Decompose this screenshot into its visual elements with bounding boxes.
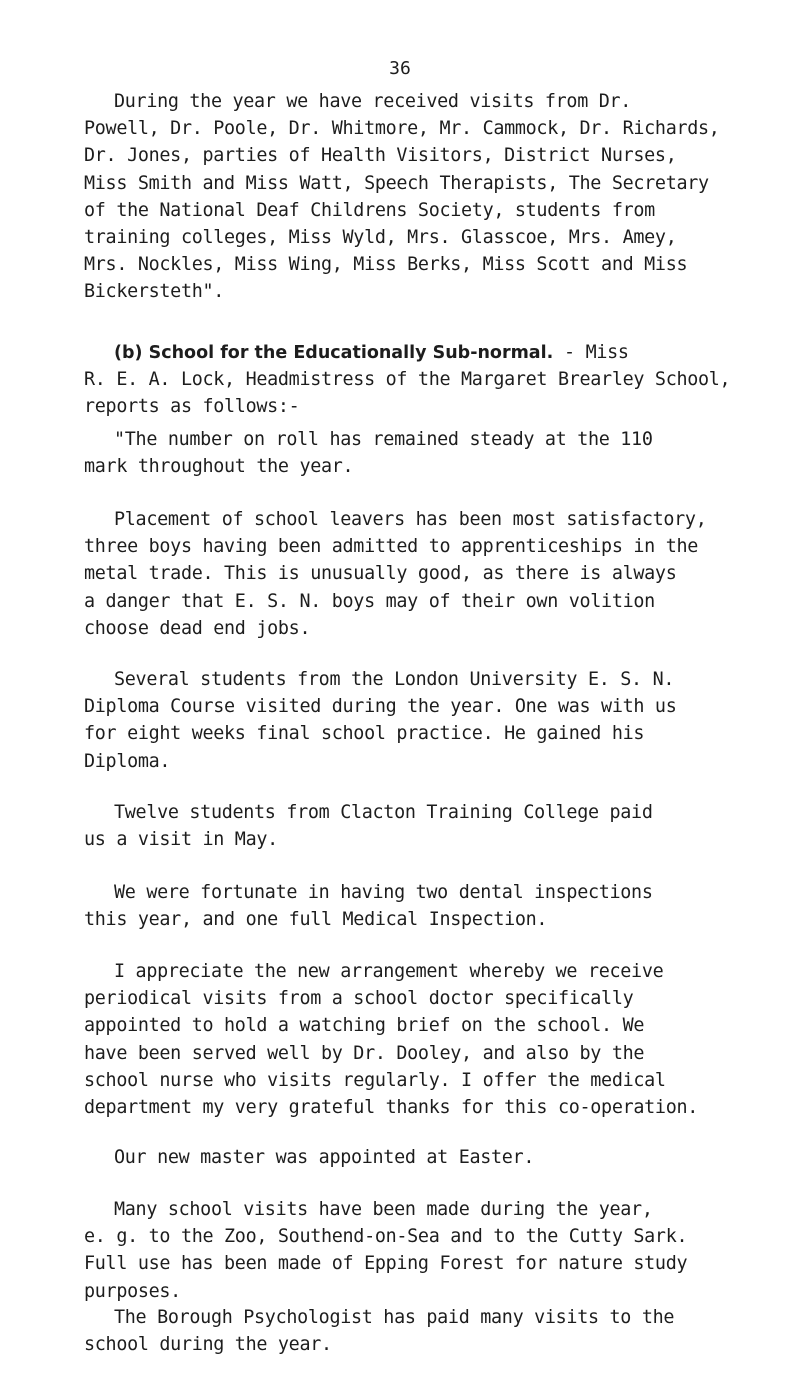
text-line: training colleges, Miss Wyld, Mrs. Glasscoe, Mrs. Amey,	[84, 226, 677, 248]
text-line: mark throughout the year.	[84, 456, 354, 478]
text-line: this year, and one full Medical Inspection.	[84, 909, 548, 931]
paragraph-clacton	[84, 799, 764, 853]
section-heading-line	[84, 339, 764, 366]
paragraph-section-b	[84, 339, 764, 421]
page-number: 36	[389, 58, 411, 79]
paragraph-psychologist	[84, 1304, 764, 1358]
text-line: We were fortunate in having two dental inspections	[114, 882, 653, 903]
text-line: R. E. A. Lock, Headmistress of the Margaret Brearley School,	[84, 369, 731, 391]
text-line: for eight weeks final school practice. He gained his	[84, 723, 645, 745]
paragraph-new-master	[84, 1144, 764, 1171]
text-line: school during the year.	[84, 1334, 332, 1356]
text-line: Bickersteth".	[84, 281, 225, 303]
section-heading: (b) School for the Educationally Sub-normal.	[114, 343, 554, 363]
text-line: choose dead end jobs.	[84, 617, 311, 639]
text-run: - Miss	[553, 342, 629, 363]
text-line: Diploma Course visited during the year. One was with us	[84, 696, 677, 718]
text-line: us a visit in May.	[84, 829, 278, 851]
paragraph-placement	[84, 506, 764, 642]
text-line: Full use has been made of Epping Forest for nature study	[84, 1253, 688, 1275]
text-line: periodical visits from a school doctor specifically	[84, 988, 634, 1010]
text-line: of the National Deaf Childrens Society, students from	[84, 199, 655, 221]
text-line: purposes.	[84, 1280, 181, 1302]
text-line: a danger that E. S. N. boys may of their own volition	[84, 590, 655, 612]
text-line: reports as follows:-	[84, 396, 300, 418]
text-line: Placement of school leavers has been most satisfactory,	[114, 509, 707, 530]
paragraph-inspections	[84, 879, 764, 933]
text-line: Diploma.	[84, 750, 171, 772]
text-line: Mrs. Nockles, Miss Wing, Miss Berks, Miss Scott and Miss	[84, 254, 688, 276]
text-line: e. g. to the Zoo, Southend-on-Sea and to the Cutty Sark.	[84, 1226, 688, 1248]
text-line: Powell, Dr. Poole, Dr. Whitmore, Mr. Cammock, Dr. Richards,	[84, 118, 720, 140]
text-line: Miss Smith and Miss Watt, Speech Therapists, The Secretary	[84, 172, 709, 194]
text-line: During the year we have received visits from Dr.	[114, 91, 632, 112]
text-line: Dr. Jones, parties of Health Visitors, District Nurses,	[84, 145, 677, 167]
text-line: "The number on roll has remained steady at the 110	[114, 429, 653, 450]
text-line: appointed to hold a watching brief on the school. We	[84, 1015, 645, 1037]
paragraph-students	[84, 666, 764, 775]
text-line: department my very grateful thanks for this co-operation.	[84, 1096, 699, 1118]
paragraph-school-visits	[84, 1196, 764, 1305]
text-line: have been served well by Dr. Dooley, and also by the	[84, 1042, 645, 1064]
text-line: I appreciate the new arrangement whereby we receive	[114, 961, 664, 982]
text-line: metal trade. This is unusually good, as there is always	[84, 563, 677, 585]
text-line: Many school visits have been made during the year,	[114, 1199, 653, 1220]
text-line: Several students from the London University E. S. N.	[114, 669, 675, 690]
paragraph-roll	[84, 426, 764, 480]
paragraph-visitors	[84, 88, 764, 306]
text-line: The Borough Psychologist has paid many visits to the	[114, 1307, 675, 1328]
text-line: Twelve students from Clacton Training College paid	[114, 802, 653, 823]
text-line: school nurse who visits regularly. I offer the medical	[84, 1069, 666, 1091]
text-line: Our new master was appointed at Easter.	[114, 1147, 535, 1168]
paragraph-arrangement	[84, 958, 764, 1121]
text-line: three boys having been admitted to apprenticeships in the	[84, 536, 699, 558]
